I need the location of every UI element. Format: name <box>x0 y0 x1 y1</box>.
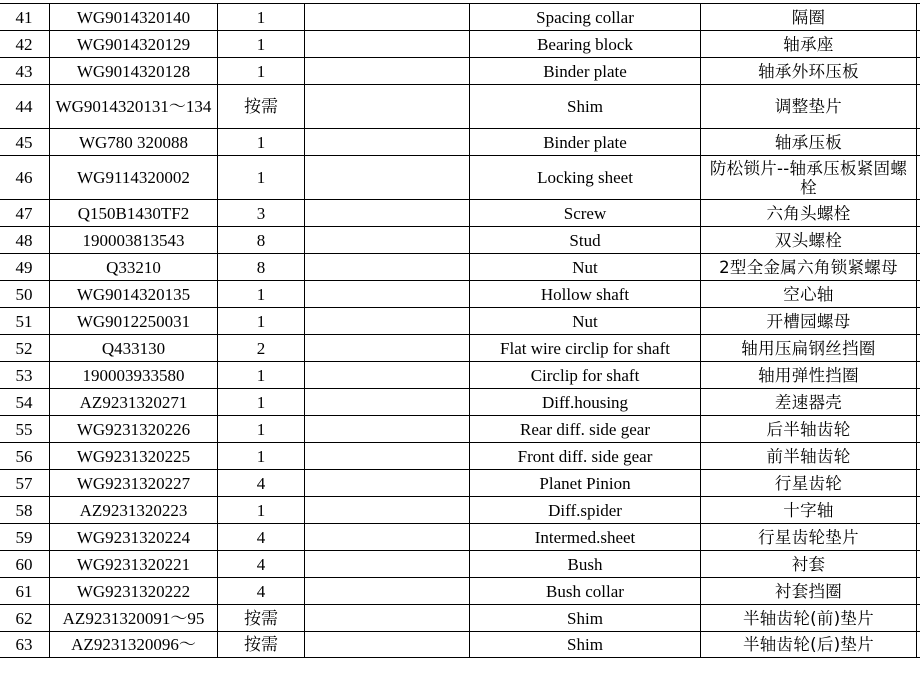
table-row <box>0 156 920 200</box>
edge-cell <box>917 497 920 524</box>
quantity-cell: 1 <box>218 156 305 200</box>
english-name-cell: Bush collar <box>470 578 701 605</box>
edge-cell <box>917 254 920 281</box>
part-number-cell: WG780 320088 <box>50 129 218 156</box>
english-name-cell: Stud <box>470 227 701 254</box>
part-number-cell: AZ9231320096～ <box>50 632 218 658</box>
chinese-name-cell: 衬套 <box>701 551 917 578</box>
remark-cell <box>305 4 470 31</box>
part-number-cell: WG9114320002 <box>50 156 218 200</box>
parts-table-body <box>0 4 920 658</box>
quantity-cell: 1 <box>218 129 305 156</box>
quantity-cell: 按需 <box>218 632 305 658</box>
english-name-cell: Front diff. side gear <box>470 443 701 470</box>
remark-cell <box>305 416 470 443</box>
row-number-cell: 45 <box>0 129 50 156</box>
remark-cell <box>305 308 470 335</box>
chinese-name-cell: 轴用弹性挡圈 <box>701 362 917 389</box>
edge-cell <box>917 551 920 578</box>
english-name-cell: Binder plate <box>470 129 701 156</box>
part-number-cell: WG9231320221 <box>50 551 218 578</box>
chinese-name-cell: 前半轴齿轮 <box>701 443 917 470</box>
part-number-cell: Q150B1430TF2 <box>50 200 218 227</box>
remark-cell <box>305 200 470 227</box>
english-name-cell: Circlip for shaft <box>470 362 701 389</box>
remark-cell <box>305 227 470 254</box>
chinese-name-cell: 双头螺栓 <box>701 227 917 254</box>
english-name-cell: Rear diff. side gear <box>470 416 701 443</box>
edge-cell <box>917 281 920 308</box>
table-row <box>0 335 920 362</box>
part-number-cell: WG9231320227 <box>50 470 218 497</box>
row-number-cell: 51 <box>0 308 50 335</box>
english-name-cell: Diff.spider <box>470 497 701 524</box>
chinese-name-cell: 2型全金属六角锁紧螺母 <box>701 254 917 281</box>
edge-cell <box>917 129 920 156</box>
remark-cell <box>305 362 470 389</box>
part-number-cell: WG9014320129 <box>50 31 218 58</box>
part-number-cell: Q433130 <box>50 335 218 362</box>
remark-cell <box>305 470 470 497</box>
edge-cell <box>917 156 920 200</box>
table-row <box>0 389 920 416</box>
chinese-name-cell: 后半轴齿轮 <box>701 416 917 443</box>
chinese-name-cell: 轴承压板 <box>701 129 917 156</box>
row-number-cell: 54 <box>0 389 50 416</box>
table-row <box>0 497 920 524</box>
table-row <box>0 129 920 156</box>
remark-cell <box>305 578 470 605</box>
quantity-cell: 1 <box>218 281 305 308</box>
chinese-name-cell: 半轴齿轮(前)垫片 <box>701 605 917 632</box>
table-row <box>0 524 920 551</box>
chinese-name-cell: 轴承外环压板 <box>701 58 917 85</box>
chinese-name-cell: 防松锁片--轴承压板紧固螺栓 <box>701 156 917 200</box>
quantity-cell: 1 <box>218 308 305 335</box>
quantity-cell: 8 <box>218 254 305 281</box>
part-number-cell: WG9231320224 <box>50 524 218 551</box>
edge-cell <box>917 605 920 632</box>
english-name-cell: Bearing block <box>470 31 701 58</box>
part-number-cell: Q33210 <box>50 254 218 281</box>
row-number-cell: 42 <box>0 31 50 58</box>
english-name-cell: Hollow shaft <box>470 281 701 308</box>
table-row <box>0 578 920 605</box>
part-number-cell: AZ9231320271 <box>50 389 218 416</box>
table-row <box>0 58 920 85</box>
english-name-cell: Diff.housing <box>470 389 701 416</box>
part-number-cell: WG9014320128 <box>50 58 218 85</box>
row-number-cell: 61 <box>0 578 50 605</box>
quantity-cell: 4 <box>218 524 305 551</box>
row-number-cell: 48 <box>0 227 50 254</box>
quantity-cell: 1 <box>218 389 305 416</box>
chinese-name-cell: 开槽园螺母 <box>701 308 917 335</box>
chinese-name-cell: 轴承座 <box>701 31 917 58</box>
remark-cell <box>305 605 470 632</box>
table-row <box>0 443 920 470</box>
quantity-cell: 4 <box>218 578 305 605</box>
row-number-cell: 41 <box>0 4 50 31</box>
chinese-name-cell: 半轴齿轮(后)垫片 <box>701 632 917 658</box>
chinese-name-cell: 空心轴 <box>701 281 917 308</box>
edge-cell <box>917 58 920 85</box>
row-number-cell: 52 <box>0 335 50 362</box>
row-number-cell: 56 <box>0 443 50 470</box>
row-number-cell: 46 <box>0 156 50 200</box>
edge-cell <box>917 4 920 31</box>
part-number-cell: WG9014320135 <box>50 281 218 308</box>
edge-cell <box>917 632 920 658</box>
quantity-cell: 1 <box>218 362 305 389</box>
part-number-cell: WG9014320131～134 <box>50 85 218 129</box>
remark-cell <box>305 551 470 578</box>
part-number-cell: AZ9231320091～95 <box>50 605 218 632</box>
part-number-cell: WG9012250031 <box>50 308 218 335</box>
chinese-name-cell: 轴用压扁钢丝挡圈 <box>701 335 917 362</box>
remark-cell <box>305 85 470 129</box>
english-name-cell: Locking sheet <box>470 156 701 200</box>
part-number-cell: AZ9231320223 <box>50 497 218 524</box>
english-name-cell: Binder plate <box>470 58 701 85</box>
chinese-name-cell: 差速器壳 <box>701 389 917 416</box>
table-row <box>0 551 920 578</box>
edge-cell <box>917 200 920 227</box>
quantity-cell: 1 <box>218 58 305 85</box>
row-number-cell: 57 <box>0 470 50 497</box>
table-row <box>0 227 920 254</box>
part-number-cell: WG9231320225 <box>50 443 218 470</box>
table-row <box>0 308 920 335</box>
remark-cell <box>305 156 470 200</box>
quantity-cell: 4 <box>218 551 305 578</box>
parts-table <box>0 3 920 658</box>
row-number-cell: 62 <box>0 605 50 632</box>
chinese-name-cell: 六角头螺栓 <box>701 200 917 227</box>
table-row <box>0 4 920 31</box>
quantity-cell: 2 <box>218 335 305 362</box>
table-row <box>0 254 920 281</box>
table-row <box>0 31 920 58</box>
table-row <box>0 605 920 632</box>
quantity-cell: 1 <box>218 4 305 31</box>
edge-cell <box>917 308 920 335</box>
part-number-cell: WG9014320140 <box>50 4 218 31</box>
quantity-cell: 按需 <box>218 85 305 129</box>
edge-cell <box>917 443 920 470</box>
row-number-cell: 50 <box>0 281 50 308</box>
edge-cell <box>917 524 920 551</box>
chinese-name-cell: 行星齿轮 <box>701 470 917 497</box>
remark-cell <box>305 254 470 281</box>
row-number-cell: 44 <box>0 85 50 129</box>
row-number-cell: 47 <box>0 200 50 227</box>
english-name-cell: Flat wire circlip for shaft <box>470 335 701 362</box>
english-name-cell: Planet Pinion <box>470 470 701 497</box>
row-number-cell: 49 <box>0 254 50 281</box>
part-number-cell: WG9231320226 <box>50 416 218 443</box>
row-number-cell: 53 <box>0 362 50 389</box>
edge-cell <box>917 416 920 443</box>
part-number-cell: 190003813543 <box>50 227 218 254</box>
edge-cell <box>917 362 920 389</box>
remark-cell <box>305 497 470 524</box>
quantity-cell: 1 <box>218 416 305 443</box>
english-name-cell: Shim <box>470 632 701 658</box>
row-number-cell: 63 <box>0 632 50 658</box>
table-row <box>0 85 920 129</box>
edge-cell <box>917 85 920 129</box>
quantity-cell: 按需 <box>218 605 305 632</box>
edge-cell <box>917 335 920 362</box>
english-name-cell: Nut <box>470 254 701 281</box>
table-row <box>0 200 920 227</box>
english-name-cell: Shim <box>470 85 701 129</box>
remark-cell <box>305 443 470 470</box>
row-number-cell: 55 <box>0 416 50 443</box>
quantity-cell: 1 <box>218 443 305 470</box>
english-name-cell: Screw <box>470 200 701 227</box>
part-number-cell: WG9231320222 <box>50 578 218 605</box>
row-number-cell: 58 <box>0 497 50 524</box>
quantity-cell: 1 <box>218 497 305 524</box>
chinese-name-cell: 衬套挡圈 <box>701 578 917 605</box>
quantity-cell: 8 <box>218 227 305 254</box>
remark-cell <box>305 524 470 551</box>
remark-cell <box>305 129 470 156</box>
row-number-cell: 59 <box>0 524 50 551</box>
english-name-cell: Bush <box>470 551 701 578</box>
edge-cell <box>917 227 920 254</box>
english-name-cell: Shim <box>470 605 701 632</box>
row-number-cell: 43 <box>0 58 50 85</box>
row-number-cell: 60 <box>0 551 50 578</box>
english-name-cell: Nut <box>470 308 701 335</box>
remark-cell <box>305 632 470 658</box>
edge-cell <box>917 31 920 58</box>
quantity-cell: 1 <box>218 31 305 58</box>
remark-cell <box>305 335 470 362</box>
table-row <box>0 281 920 308</box>
edge-cell <box>917 389 920 416</box>
table-row <box>0 362 920 389</box>
remark-cell <box>305 281 470 308</box>
english-name-cell: Intermed.sheet <box>470 524 701 551</box>
table-row <box>0 470 920 497</box>
chinese-name-cell: 行星齿轮垫片 <box>701 524 917 551</box>
chinese-name-cell: 十字轴 <box>701 497 917 524</box>
chinese-name-cell: 隔圈 <box>701 4 917 31</box>
quantity-cell: 4 <box>218 470 305 497</box>
remark-cell <box>305 31 470 58</box>
remark-cell <box>305 389 470 416</box>
edge-cell <box>917 578 920 605</box>
table-row <box>0 632 920 658</box>
quantity-cell: 3 <box>218 200 305 227</box>
chinese-name-cell: 调整垫片 <box>701 85 917 129</box>
edge-cell <box>917 470 920 497</box>
english-name-cell: Spacing collar <box>470 4 701 31</box>
part-number-cell: 190003933580 <box>50 362 218 389</box>
remark-cell <box>305 58 470 85</box>
table-row <box>0 416 920 443</box>
